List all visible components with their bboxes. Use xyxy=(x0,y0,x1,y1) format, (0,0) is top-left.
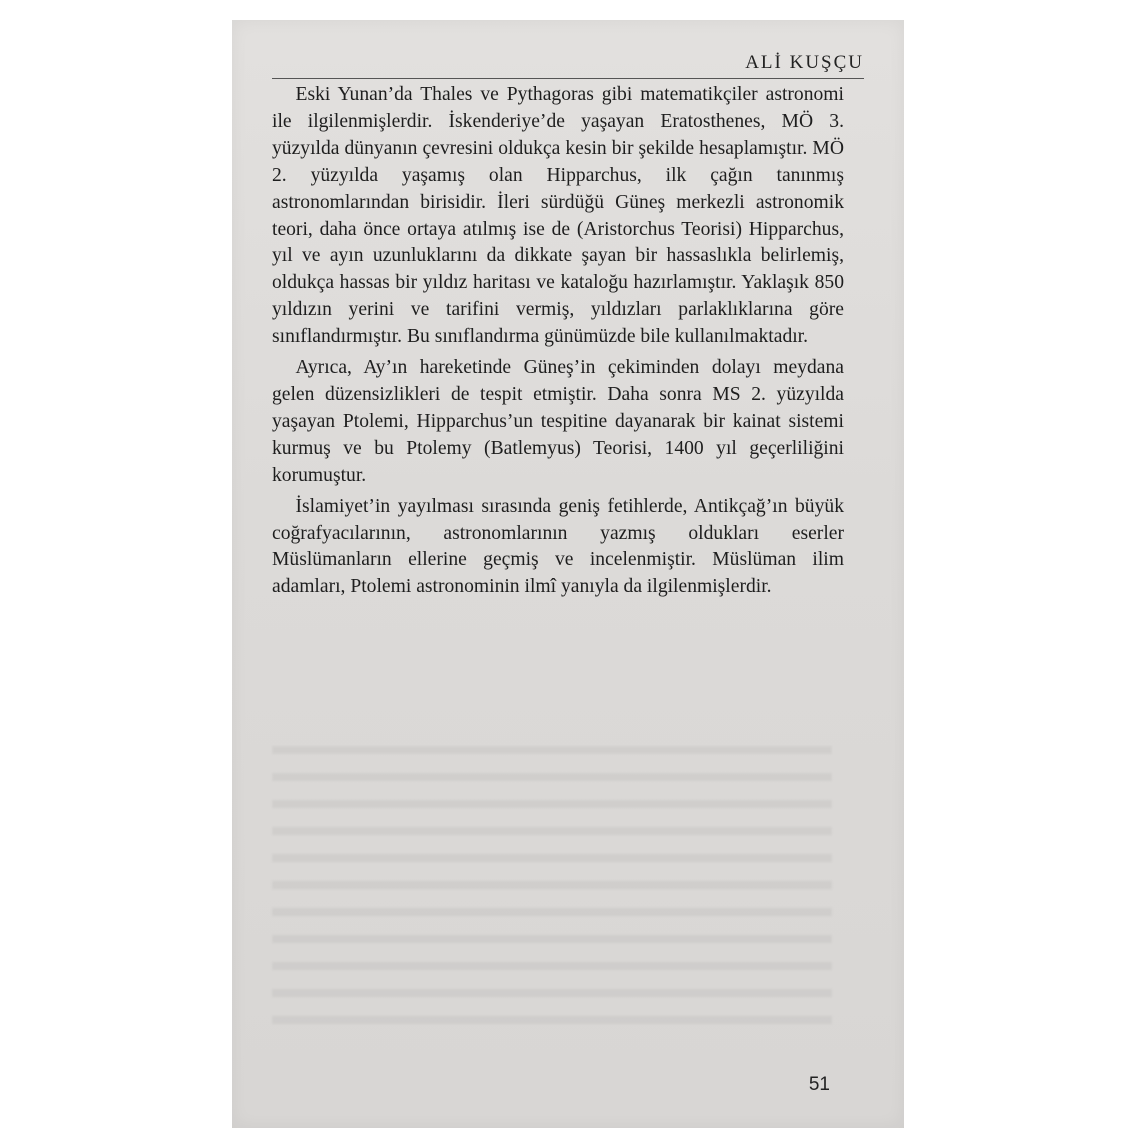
body-text xyxy=(272,82,844,605)
paragraph-3: İslamiyet’in yayılması sırasında geniş fetihlerde, Antikçağ’ın büyük coğrafyacılarının, astronomlarının yazmış oldukları eserler Müslümanların ellerine geçmiş ve incelenmiştir. Müslüman ilim adamları, Ptolemi astronominin ilmî yanıyla da ilgilenmişlerdir. xyxy=(272,495,844,598)
paragraph-2: Ayrıca, Ay’ın hareketinde Güneş’in çekiminden dolayı meydana gelen düzensizlikleri de tespit etmiştir. Daha sonra MS 2. yüzyılda yaşayan Ptolemi, Hipparchus’un tespitine dayanarak bir kainat sistemi kurmuş ve bu Ptolemy (Batlemyus) Teorisi, 1400 yıl geçerliliğini korumuştur. xyxy=(272,357,844,486)
page-number: 51 xyxy=(808,1074,830,1095)
header-title: ALİ KUŞÇU xyxy=(745,52,864,73)
bleed-through-shadow xyxy=(272,732,832,1032)
paragraph-1: Eski Yunan’da Thales ve Pythagoras gibi matematikçiler astronomi ile ilgilenmişlerdir. İskenderiye’de yaşayan Eratosthenes, MÖ 3. yüzyılda dünyanın çevresini oldukça kesin bir şekilde hesaplamıştır. MÖ 2. yüzyılda yaşamış olan Hipparchus, ilk çağın tanınmış astronomlarından birisidir. İleri sürdüğü Güneş merkezli astronomik teori, daha önce ortaya atılmış ise de (Aristorchus Teorisi) Hipparchus, yıl ve ayın uzunluklarını da dikkate şayan bir hassaslıkla belirlemiş, oldukça hassas bir yıldız haritası ve kataloğu hazırlamıştır. Yaklaşık 850 yıldızın yerini ve tarifini vermiş, yıldızları parlaklıklarına göre sınıflandırmıştır. Bu sınıflandırma günümüzde bile kullanılmaktadır. xyxy=(272,84,844,348)
running-header xyxy=(272,48,864,79)
book-page xyxy=(232,20,904,1128)
